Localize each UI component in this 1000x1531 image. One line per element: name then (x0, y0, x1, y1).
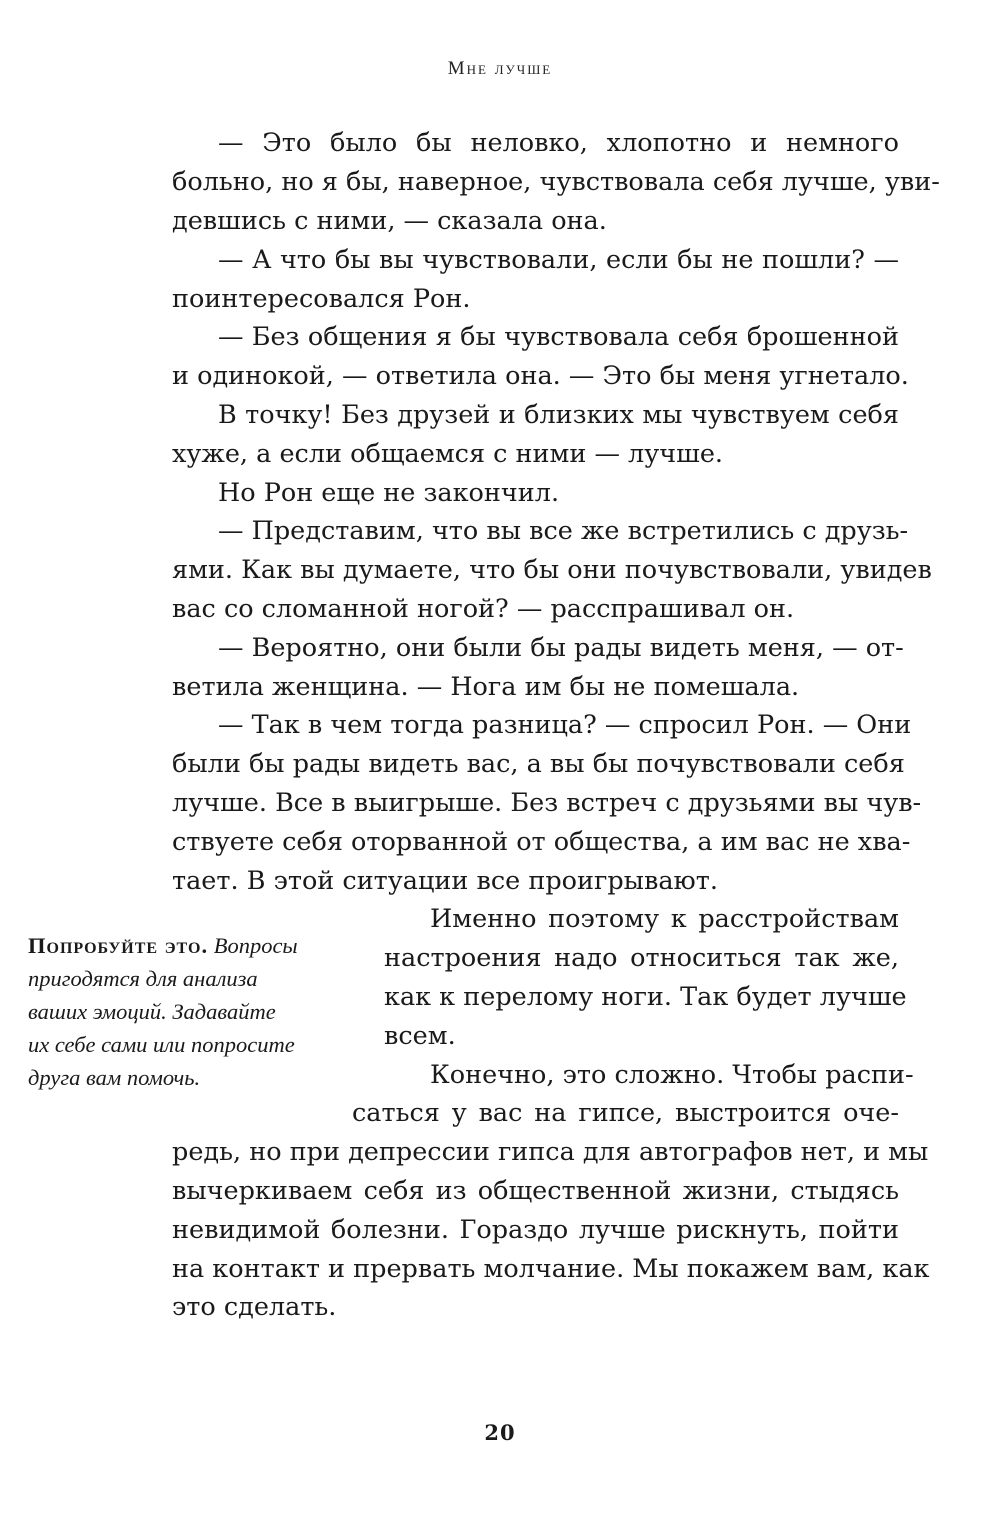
text-line: ствуете себя оторванной от общества, а им вас не хва- (172, 827, 911, 857)
text-line: ями. Как вы думаете, что бы они почувствовали, увидев (172, 555, 932, 585)
text-line: В точку! Без друзей и близких мы чувствуем себя (218, 400, 899, 430)
page-number: 20 (484, 1420, 516, 1445)
text-line: на контакт и прервать молчание. Мы покажем вам, как (172, 1254, 930, 1284)
sidebar-tip-line: пригодятся для анализа (28, 966, 258, 991)
text-line: невидимой болезни. Гораздо лучше рискнуть, пойти (172, 1215, 899, 1245)
text-line: — Без общения я бы чувствовала себя брошенной (218, 322, 899, 352)
text-line: — Представим, что вы все же встретились с друзь- (218, 516, 909, 546)
sidebar-tip-line: друга вам помочь. (28, 1065, 201, 1090)
text-line: тает. В этой ситуации все проигрывают. (172, 866, 718, 896)
text-line: это сделать. (172, 1292, 337, 1322)
text-line: Именно поэтому к расстройствам (430, 904, 899, 934)
text-line: хуже, а если общаемся с ними — лучше. (172, 439, 724, 469)
text-line: — А что бы вы чувствовали, если бы не пошли? — (218, 245, 899, 275)
text-line: редь, но при депрессии гипса для автографов нет, и мы (172, 1137, 929, 1167)
text-line: настроения надо относиться так же, (384, 943, 899, 973)
text-line: лучше. Все в выигрыше. Без встреч с друзьями вы чув- (172, 788, 922, 818)
text-line: были бы рады видеть вас, а вы бы почувствовали себя (172, 749, 905, 779)
text-line: Но Рон еще не закончил. (218, 478, 560, 508)
text-line: — Вероятно, они были бы рады видеть меня, — от- (218, 633, 904, 663)
text-line: девшись с ними, — сказала она. (172, 206, 607, 236)
sidebar-tip-line: ваших эмоций. Задавайте (28, 999, 276, 1024)
text-line: и одинокой, — ответила она. — Это бы меня угнетало. (172, 361, 909, 391)
text-line: — Так в чем тогда разница? — спросил Рон. — Они (218, 710, 912, 740)
text-line: — Это было бы неловко, хлопотно и немного (218, 128, 899, 158)
text-line: вас со сломанной ногой? — расспрашивал он. (172, 594, 795, 624)
sidebar-tip-lead: Попробуйте это. (28, 933, 209, 958)
sidebar-tip-line: их себе сами или попросите (28, 1032, 295, 1057)
text-line: саться у вас на гипсе, выстроится оче- (352, 1098, 899, 1128)
sidebar-tip (28, 929, 350, 1094)
sidebar-tip-line: Вопросы (213, 933, 298, 958)
text-line: как к перелому ноги. Так будет лучше (384, 982, 907, 1012)
text-line: поинтересовался Рон. (172, 284, 471, 314)
text-line: всем. (384, 1021, 456, 1051)
text-line: больно, но я бы, наверное, чувствовала себя лучше, уви- (172, 167, 940, 197)
text-line: ветила женщина. — Нога им бы не помешала. (172, 672, 800, 702)
text-line: Конечно, это сложно. Чтобы распи- (430, 1060, 914, 1090)
text-line: вычеркиваем себя из общественной жизни, стыдясь (172, 1176, 899, 1206)
running-head: Мне лучше (447, 58, 553, 79)
